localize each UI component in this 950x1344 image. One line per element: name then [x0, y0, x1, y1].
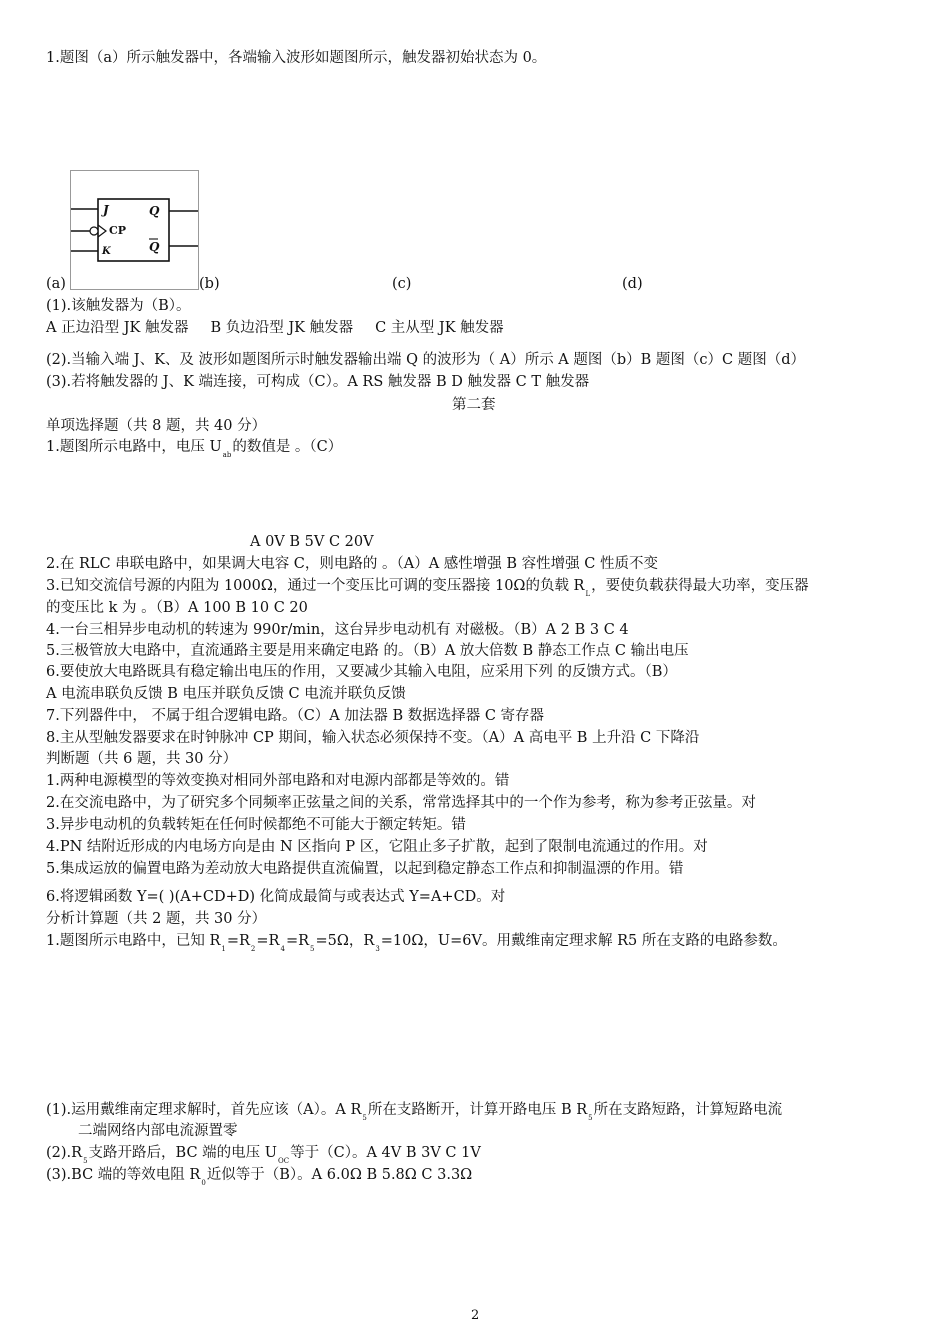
set2-question-6-options: A 电流串联负反馈 B 电压并联负反馈 C 电流并联负反馈 — [46, 686, 406, 702]
true-false-4: 4.PN 结附近形成的内电场方向是由 N 区指向 P 区，它阻止多子扩散，起到了限制电流通过的作用。对 — [46, 839, 708, 855]
set2-question-8: 8.主从型触发器要求在时钟脉冲 CP 期间，输入状态必须保持不变。（A）A 高电平 B 上升沿 C 下降沿 — [46, 730, 700, 746]
jk-flipflop-symbol-icon — [71, 171, 198, 289]
question-1-sub-2: (2).当输入端 J、K、及 波形如题图所示时触发器输出端 Q 的波形为（ A）所示 A 题图（b）B 题图（c）C 题图（d） — [46, 352, 806, 368]
question-1-intro: 1.题图（a）所示触发器中，各端输入波形如题图所示，触发器初始状态为 0。 — [46, 50, 547, 66]
option-b: B 负边沿型 JK 触发器 — [210, 320, 354, 336]
question-1-sub-1: (1).该触发器为（B）。 — [46, 298, 191, 314]
question-1-sub-3: (3).若将触发器的 J、K 端连接，可构成（C）。A RS 触发器 B D 触发器 C T 触发器 — [46, 374, 590, 390]
pin-q-label: Q — [149, 204, 160, 218]
true-false-6: 6.将逻辑函数 Y=( )(A+CD+D) 化简成最简与或表达式 Y=A+CD。对 — [46, 889, 506, 905]
pin-j-label: J — [103, 203, 109, 217]
set2-question-1-options: A 0V B 5V C 20V — [250, 534, 374, 550]
section-single-choice-title: 单项选择题（共 8 题，共 40 分） — [46, 418, 267, 434]
pin-qbar-label: Q — [149, 240, 160, 254]
option-a: A 正边沿型 JK 触发器 — [46, 320, 189, 336]
true-false-2: 2.在交流电路中，为了研究多个同频率正弦量之间的关系，常常选择其中的一个作为参考，称为参考正弦量。对 — [46, 795, 756, 811]
true-false-1: 1.两种电源模型的等效变换对相同外部电路和对电源内部都是等效的。错 — [46, 773, 510, 789]
figure-label-a: (a) — [46, 276, 66, 292]
set2-question-4: 4.一台三相异步电动机的转速为 990r/min，这台异步电动机有 对磁极。（B）A 2 B 3 C 4 — [46, 622, 629, 638]
set2-question-3: 3.已知交流信号源的内阻为 1000Ω，通过一个变压比可调的变压器接 10Ω的负载 $R_L$，要使负载获得最大功率，变压器 — [46, 578, 809, 598]
page-number: 2 — [471, 1308, 480, 1323]
calc-question-1-sub-3: (3).BC 端的等效电阻 $R_0$近似等于（B）。A 6.0Ω B 5.8Ω C 3.3Ω — [46, 1167, 473, 1187]
section-calculation-title: 分析计算题（共 2 题，共 30 分） — [46, 911, 267, 927]
calc-question-1: 1.题图所示电路中，已知 $R_1=R_2=R_4=R_5=5\Omega$，$R_3=10\Omega$，U=6V。用戴维南定理求解 R5 所在支路的电路参数。 — [46, 933, 787, 953]
set2-question-7: 7.下列器件中， 不属于组合逻辑电路。（C）A 加法器 B 数据选择器 C 寄存器 — [46, 708, 545, 724]
true-false-3: 3.异步电动机的负载转矩在任何时候都绝不可能大于额定转矩。错 — [46, 817, 466, 833]
set2-question-1: 1.题图所示电路中，电压 $U_{ab}$的数值是 。（C） — [46, 439, 343, 459]
figure-label-c: (c) — [392, 276, 412, 292]
true-false-5: 5.集成运放的偏置电路为差动放大电路提供直流偏置，以起到稳定静态工作点和抑制温漂的作用。错 — [46, 861, 684, 877]
question-1-sub-1-options — [46, 318, 504, 338]
pin-k-label: K — [102, 246, 111, 257]
figure-label-b: (b) — [199, 276, 220, 292]
calc-question-1-sub-1-cont: 二端网络内部电流源置零 — [78, 1123, 238, 1139]
set2-question-6: 6.要使放大电路既具有稳定输出电压的作用，又要减少其输入电阻，应采用下列 的反馈方式。（B） — [46, 664, 677, 680]
set-title: 第二套 — [452, 397, 496, 413]
set2-question-5: 5.三极管放大电路中，直流通路主要是用来确定电路 的。（B）A 放大倍数 B 静态工作点 C 输出电压 — [46, 643, 689, 659]
calc-question-1-sub-2: $(2).R_5$支路开路后，BC 端的电压 $U_{OC}$等于（C）。A 4V B 3V C 1V — [46, 1145, 481, 1165]
option-c: C 主从型 JK 触发器 — [375, 320, 504, 336]
set2-question-2: 2.在 RLC 串联电路中，如果调大电容 C，则电路的 。（A）A 感性增强 B 容性增强 C 性质不变 — [46, 556, 658, 572]
figure-label-d: (d) — [622, 276, 643, 292]
calc-question-1-sub-1: (1).运用戴维南定理求解时，首先应该（A）。A $R_5$所在支路断开，计算开路电压 B $R_5$所在支路短路，计算短路电流 — [46, 1102, 783, 1122]
jk-flipflop-figure — [70, 170, 199, 290]
section-true-false-title: 判断题（共 6 题，共 30 分） — [46, 751, 238, 767]
set2-question-3-cont: 的变压比 k 为 。（B）A 100 B 10 C 20 — [46, 600, 308, 616]
pin-cp-label: CP — [109, 224, 127, 237]
